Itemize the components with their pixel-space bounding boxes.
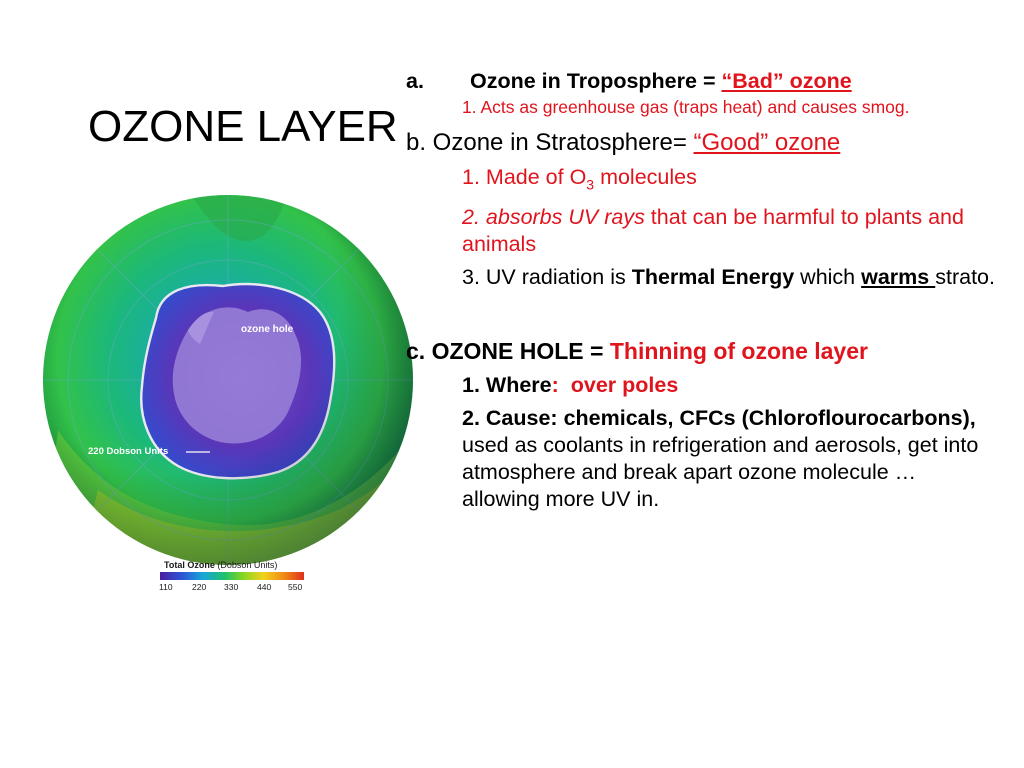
point-a-highlight: “Bad” ozone (721, 69, 852, 93)
scale-tick: 220 (192, 582, 207, 592)
point-b-sub3: 3. UV radiation is Thermal Energy which warms strato. (462, 265, 995, 290)
point-c-sub2: 2. Cause: chemicals, CFCs (Chloroflourocarbons), used as coolants in refrigeration and aerosols, get into atmosphere and break apart ozone molecule … allowing more UV in. (462, 406, 979, 512)
point-a-sub1: 1. Acts as greenhouse gas (traps heat) and causes smog. (462, 97, 910, 117)
point-b-highlight: “Good” ozone (693, 129, 841, 156)
slide-title: OZONE LAYER (88, 102, 398, 151)
ozone-color-scale-bar (160, 572, 304, 580)
scale-tick: 110 (159, 582, 173, 592)
scale-tick: 330 (224, 582, 239, 592)
point-c-sub1: 1. Where: over poles (462, 373, 679, 398)
dobson-contour-label: 220 Dobson Units (88, 446, 169, 457)
point-c-highlight: Thinning of ozone layer (609, 338, 868, 365)
point-c-text: c. OZONE HOLE = (406, 338, 610, 365)
ozone-hole-map (38, 190, 418, 600)
scale-title: Total Ozone (Dobson Units) (164, 560, 278, 570)
point-b-sub1: 1. Made of $O_3$ molecules (462, 165, 697, 193)
point-a-text: Ozone in Troposphere = (470, 69, 722, 93)
point-a (406, 68, 1006, 95)
point-c (406, 337, 1006, 366)
scale-tick: 440 (257, 582, 272, 592)
ozone-globe-graphic (38, 190, 418, 600)
slide-notes (406, 68, 1006, 513)
point-a-marker: a. (406, 69, 424, 93)
point-b-text: b. Ozone in Stratosphere= (406, 129, 694, 156)
scale-tick: 550 (288, 582, 303, 592)
point-b (406, 128, 1006, 158)
ozone-hole-label: ozone hole (241, 324, 294, 335)
point-b-sub2: 2. absorbs UV rays that can be harmful to plants and animals (462, 205, 964, 257)
